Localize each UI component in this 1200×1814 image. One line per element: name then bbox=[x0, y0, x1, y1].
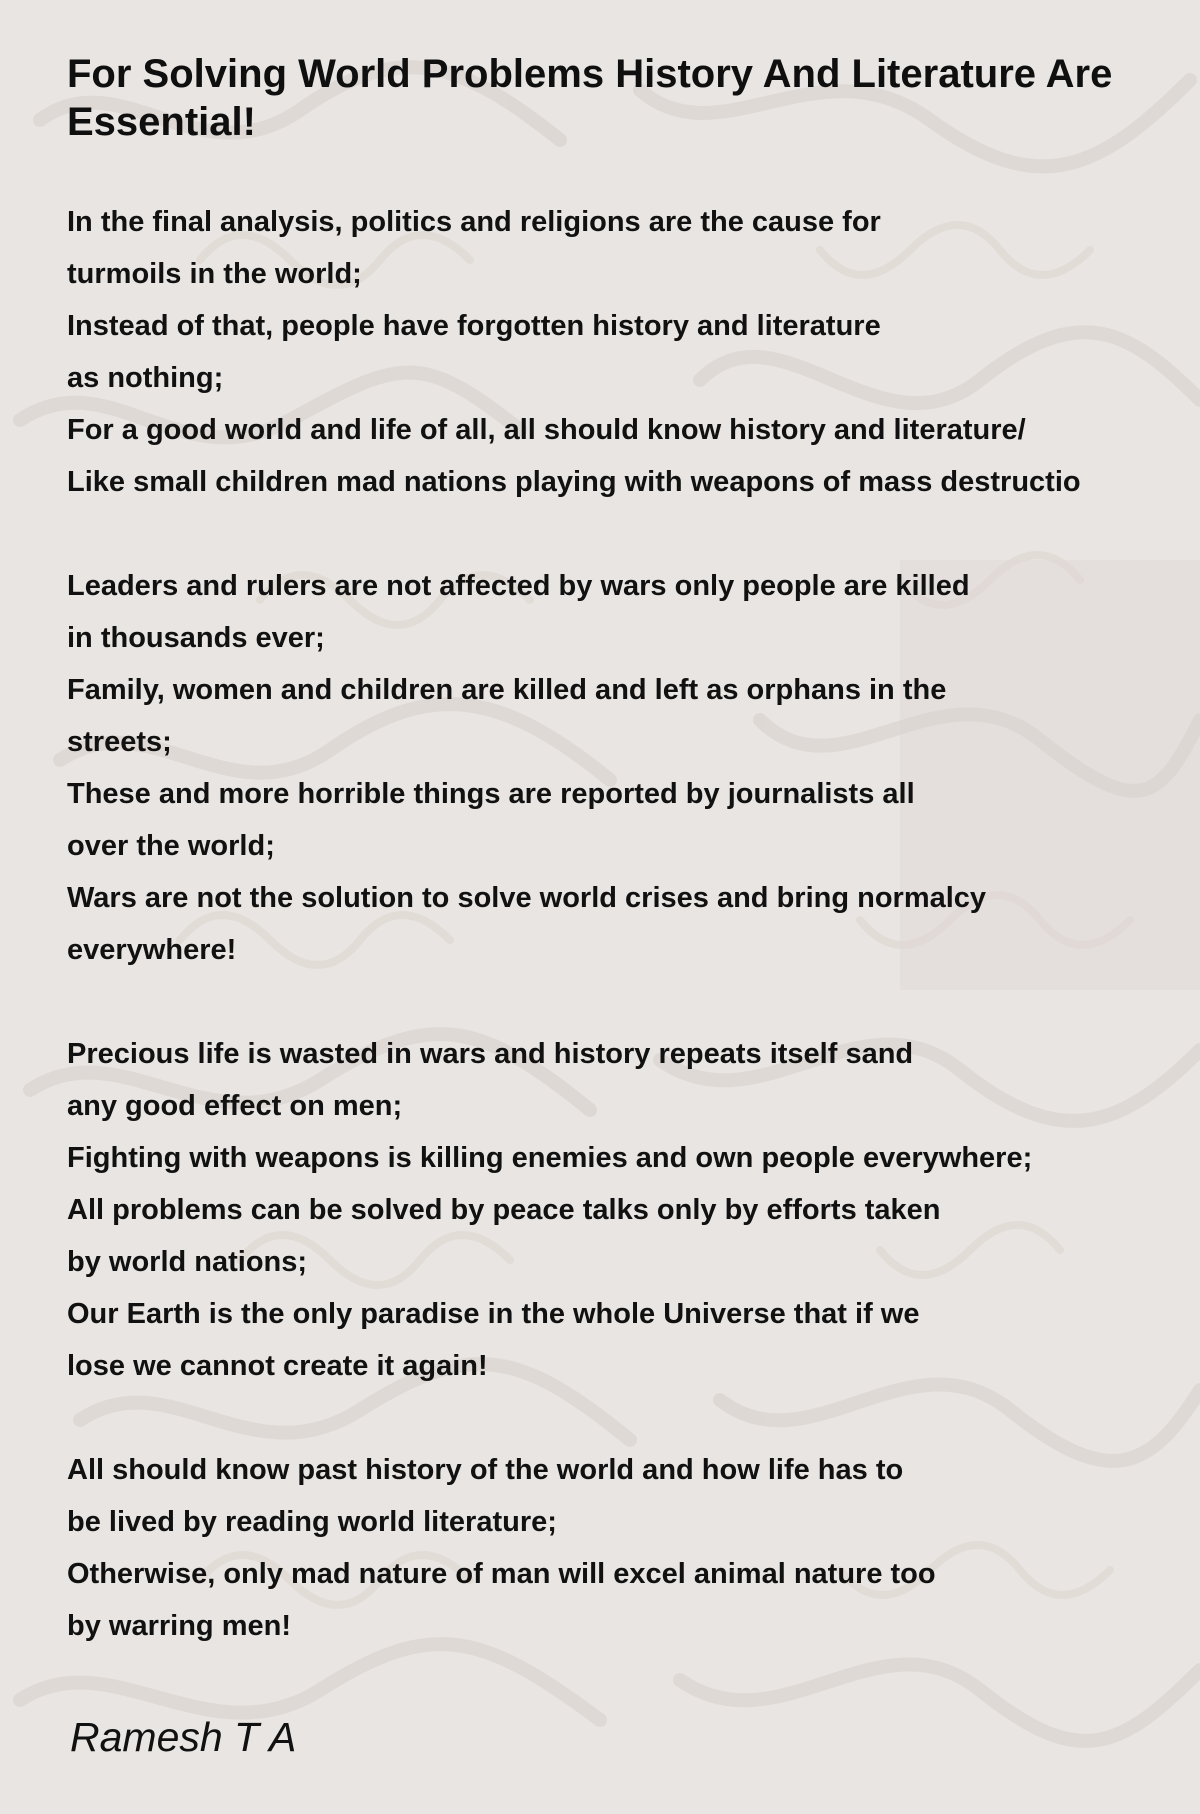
poem-line: turmoils in the world; bbox=[67, 258, 362, 290]
poem-line: All problems can be solved by peace talks only by efforts taken bbox=[67, 1194, 941, 1226]
poem-line: over the world; bbox=[67, 830, 275, 862]
poem-line: as nothing; bbox=[67, 362, 224, 394]
poem-line: In the final analysis, politics and religions are the cause for bbox=[67, 206, 881, 238]
poem-line: in thousands ever; bbox=[67, 622, 325, 654]
poem-line: For a good world and life of all, all should know history and literature/ bbox=[67, 414, 1026, 446]
poem-line: by world nations; bbox=[67, 1246, 308, 1278]
poem-line: Family, women and children are killed and left as orphans in the bbox=[67, 674, 947, 706]
stanza-2 bbox=[67, 560, 1200, 976]
poem-container bbox=[67, 50, 1200, 1652]
poem-line: These and more horrible things are reported by journalists all bbox=[67, 778, 915, 810]
poem-line: Our Earth is the only paradise in the whole Universe that if we bbox=[67, 1298, 920, 1330]
poem-line: everywhere! bbox=[67, 934, 237, 966]
poem-author: Ramesh T A bbox=[70, 1714, 297, 1760]
poem-line: Otherwise, only mad nature of man will excel animal nature too bbox=[67, 1558, 936, 1590]
stanza-3 bbox=[67, 1028, 1200, 1392]
poem-line: be lived by reading world literature; bbox=[67, 1506, 557, 1538]
stanza-1 bbox=[67, 196, 1200, 508]
poem-line: Instead of that, people have forgotten history and literature bbox=[67, 310, 881, 342]
poem-line: any good effect on men; bbox=[67, 1090, 403, 1122]
stanza-4 bbox=[67, 1444, 1200, 1652]
poem-line: lose we cannot create it again! bbox=[67, 1350, 488, 1382]
poem-line: Like small children mad nations playing with weapons of mass destructio bbox=[67, 466, 1081, 498]
poem-line: Fighting with weapons is killing enemies and own people everywhere; bbox=[67, 1142, 1033, 1174]
poem-line: Wars are not the solution to solve world crises and bring normalcy bbox=[67, 882, 987, 914]
poem-line: All should know past history of the world and how life has to bbox=[67, 1454, 904, 1486]
poem-line: Leaders and rulers are not affected by wars only people are killed bbox=[67, 570, 970, 602]
poem-line: by warring men! bbox=[67, 1610, 291, 1642]
poem-line: streets; bbox=[67, 726, 172, 758]
poem-line: Precious life is wasted in wars and history repeats itself sand bbox=[67, 1038, 914, 1070]
poem-title: For Solving World Problems History And Literature Are Essential! bbox=[67, 52, 1113, 144]
